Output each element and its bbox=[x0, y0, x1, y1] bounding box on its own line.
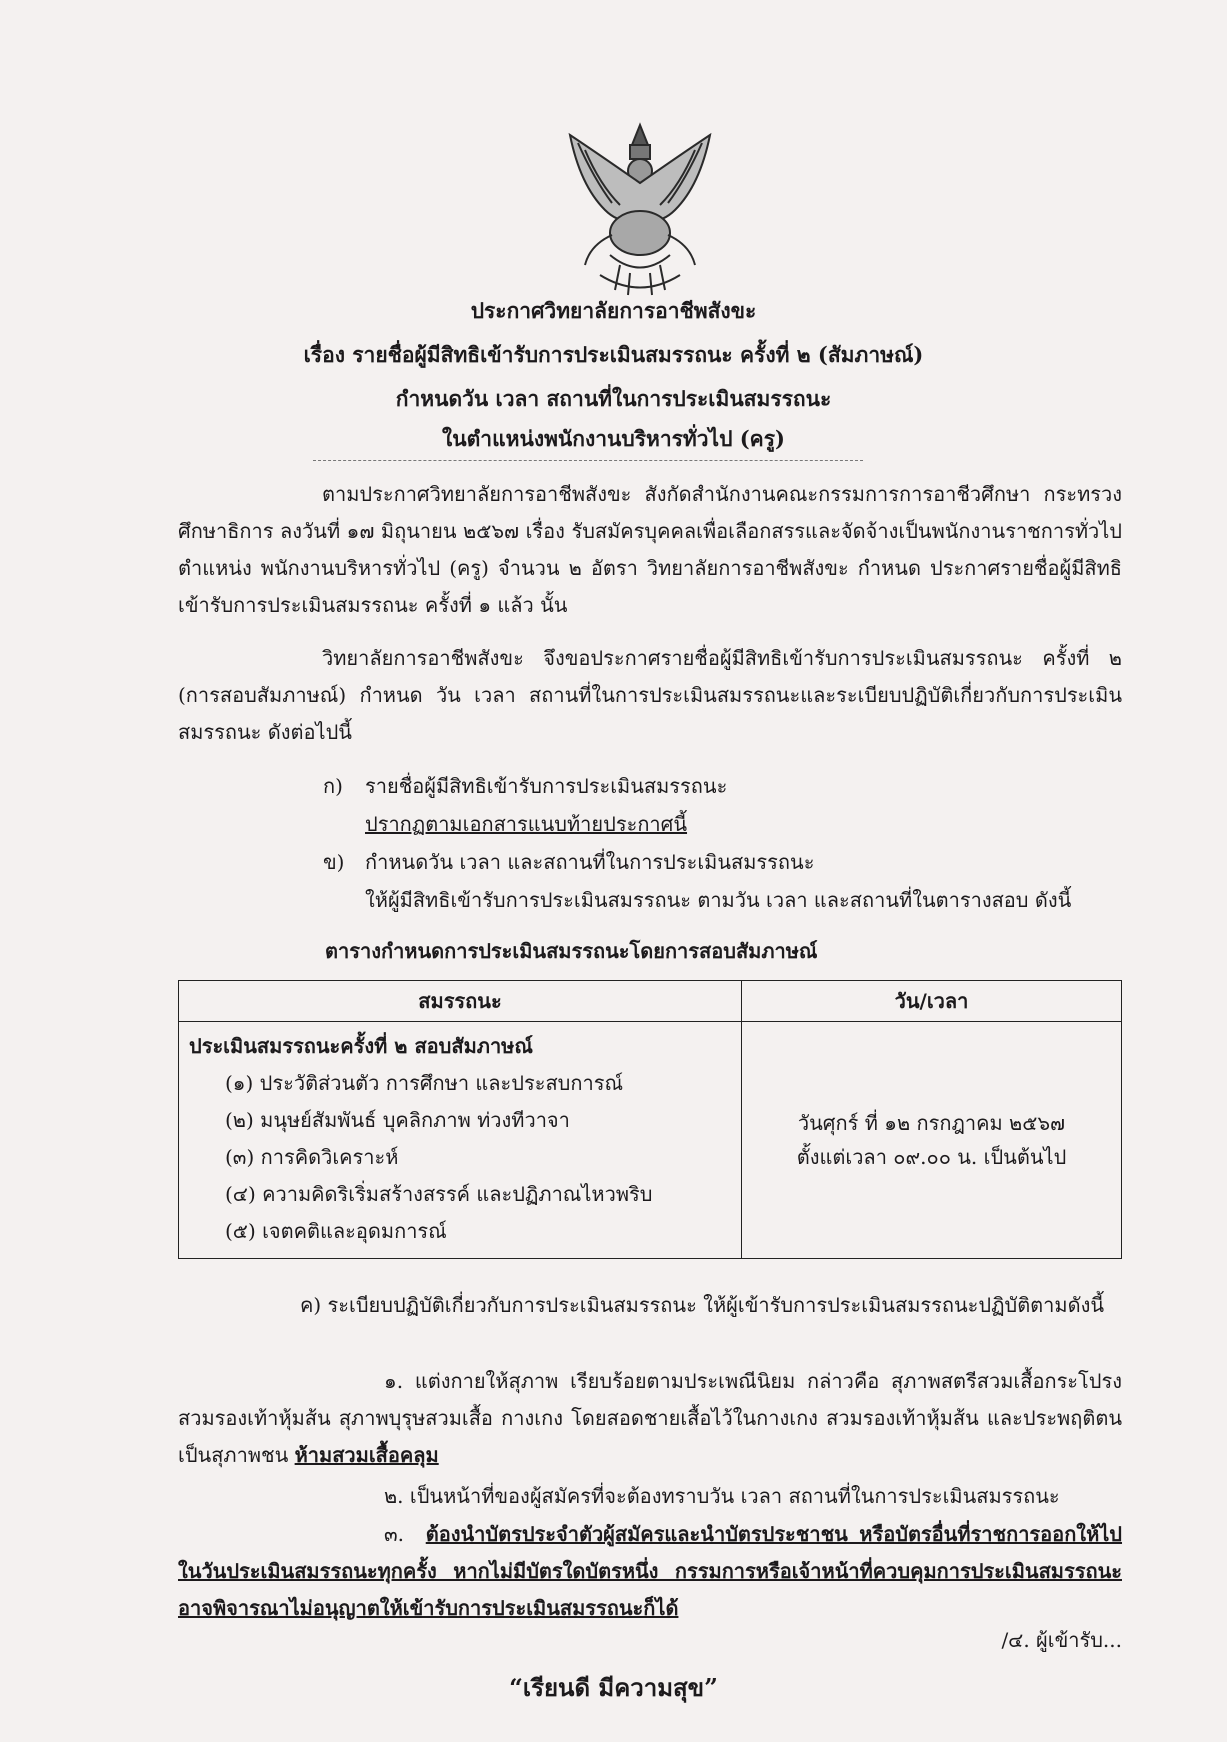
paragraph-2: วิทยาลัยการอาชีพสังขะ จึงขอประกาศรายชื่อผู้มีสิทธิเข้ารับการประเมินสมรรถนะ ครั้งที่ ๒ (การสอบสัมภาษณ์) กำหนด วัน เวลา สถานที่ในการประเมินสมรรถนะและระเบียบปฏิบัติเกี่ยวกับการประเมินสมรรถนะ ดังต่อไปนี้ bbox=[178, 646, 1122, 744]
header-line-3: กำหนดวัน เวลา สถานที่ในการประเมินสมรรถนะ bbox=[395, 386, 832, 411]
list-item: (๒) มนุษย์สัมพันธ์ บุคลิกภาพ ท่วงทีวาจา bbox=[225, 1108, 570, 1132]
exam-date: วันศุกร์ ที่ ๑๒ กรกฎาคม ๒๕๖๗ bbox=[797, 1111, 1066, 1135]
rule-1 bbox=[178, 1363, 1122, 1474]
schedule-table bbox=[178, 980, 1122, 1259]
item-c: ค) ระเบียบปฏิบัติเกี่ยวกับการประเมินสมรรถนะ ให้ผู้เข้ารับการประเมินสมรรถนะปฏิบัติตามดังนี้ bbox=[300, 1293, 1105, 1317]
header-line-4: ในตำแหน่งพนักงานบริหารทั่วไป (ครู) bbox=[442, 426, 785, 451]
table-caption: ตารางกำหนดการประเมินสมรรถนะโดยการสอบสัมภาษณ์ bbox=[325, 939, 818, 963]
footer-slogan: “เรียนดี มีความสุข” bbox=[509, 1673, 718, 1702]
list-item: (๑) ประวัติส่วนตัว การศึกษา และประสบการณ์ bbox=[225, 1071, 624, 1095]
rule-3-number: ๓. bbox=[384, 1522, 405, 1546]
paragraph-1: ตามประกาศวิทยาลัยการอาชีพสังขะ สังกัดสำนักงานคณะกรรมการการอาชีวศึกษา กระทรวงศึกษาธิการ ลงวันที่ ๑๗ มิถุนายน ๒๕๖๗ เรื่อง รับสมัครบุคคลเพื่อเลือกสรรและจัดจ้างเป็นพนักงานราชการทั่วไป ตำแหน่ง พนักงานบริหารทั่วไป (ครู) จำนวน ๒ อัตรา วิทยาลัยการอาชีพสังขะ กำหนด ประกาศรายชื่อผู้มีสิทธิเข้ารับการประเมินสมรรถนะ ครั้งที่ ๑ แล้ว นั้น bbox=[178, 482, 1122, 617]
divider bbox=[313, 460, 863, 461]
item-b-sub: ให้ผู้มีสิทธิเข้ารับการประเมินสมรรถนะ ตามวัน เวลา และสถานที่ในตารางสอบ ดังนี้ bbox=[365, 888, 1072, 912]
exam-time: ตั้งแต่เวลา ๐๙.๐๐ น. เป็นต้นไป bbox=[796, 1145, 1067, 1169]
col-header-datetime: วัน/เวลา bbox=[742, 981, 1122, 1022]
garuda-emblem-icon bbox=[560, 115, 720, 300]
rule-1-text: ๑. แต่งกายให้สุภาพ เรียบร้อยตามประเพณีนิยม กล่าวคือ สุภาพสตรีสวมเสื้อกระโปรง สวมรองเท้าหุ้มส้น สุภาพบุรุษสวมเสื้อ กางเกง โดยสอดชายเสื้อไว้ในกางเกง สวมรองเท้าหุ้มส้น และประพฤติตนเป็นสุภาพชน bbox=[178, 1369, 1122, 1467]
header-subject: เรื่อง รายชื่อผู้มีสิทธิเข้ารับการประเมินสมรรถนะ ครั้งที่ ๒ (สัมภาษณ์) bbox=[303, 342, 924, 367]
datetime-cell bbox=[742, 1022, 1122, 1259]
group-title: ประเมินสมรรถนะครั้งที่ ๒ สอบสัมภาษณ์ bbox=[189, 1034, 533, 1058]
table-row bbox=[179, 1022, 1122, 1259]
col-header-competency: สมรรถนะ bbox=[179, 981, 742, 1022]
item-a-label: ก) bbox=[323, 774, 343, 798]
competency-cell bbox=[179, 1022, 742, 1259]
item-a-text: รายชื่อผู้มีสิทธิเข้ารับการประเมินสมรรถนะ bbox=[365, 774, 728, 798]
header-line-1: ประกาศวิทยาลัยการอาชีพสังขะ bbox=[470, 298, 757, 323]
rule-3 bbox=[178, 1516, 1122, 1627]
table-header-row bbox=[179, 981, 1122, 1022]
list-item: (๓) การคิดวิเคราะห์ bbox=[225, 1145, 399, 1169]
continuation-note: /๔. ผู้เข้ารับ... bbox=[1001, 1628, 1122, 1652]
list-item: (๔) ความคิดริเริ่มสร้างสรรค์ และปฏิภาณไหวพริบ bbox=[225, 1182, 653, 1206]
item-a-sub: ปรากฏตามเอกสารแนบท้ายประกาศนี้ bbox=[365, 812, 688, 836]
item-b-label: ข) bbox=[323, 850, 345, 874]
item-b-text: กำหนดวัน เวลา และสถานที่ในการประเมินสมรรถนะ bbox=[365, 850, 815, 874]
rule-3-text: ต้องนำบัตรประจำตัวผู้สมัครและนำบัตรประชาชน หรือบัตรอื่นที่ราชการออกให้ไปในวันประเมินสมรรถนะทุกครั้ง หากไม่มีบัตรใดบัตรหนึ่ง กรรมการหรือเจ้าหน้าที่ควบคุมการประเมินสมรรถนะ อาจพิจารณาไม่อนุญาตให้เข้ารับการประเมินสมรรถนะก็ได้ bbox=[178, 1522, 1123, 1620]
list-item: (๕) เจตคติและอุดมการณ์ bbox=[225, 1219, 447, 1243]
rule-2: ๒. เป็นหน้าที่ของผู้สมัครที่จะต้องทราบวัน เวลา สถานที่ในการประเมินสมรรถนะ bbox=[384, 1484, 1060, 1508]
rule-1-emphasis: ห้ามสวมเสื้อคลุม bbox=[294, 1443, 439, 1467]
